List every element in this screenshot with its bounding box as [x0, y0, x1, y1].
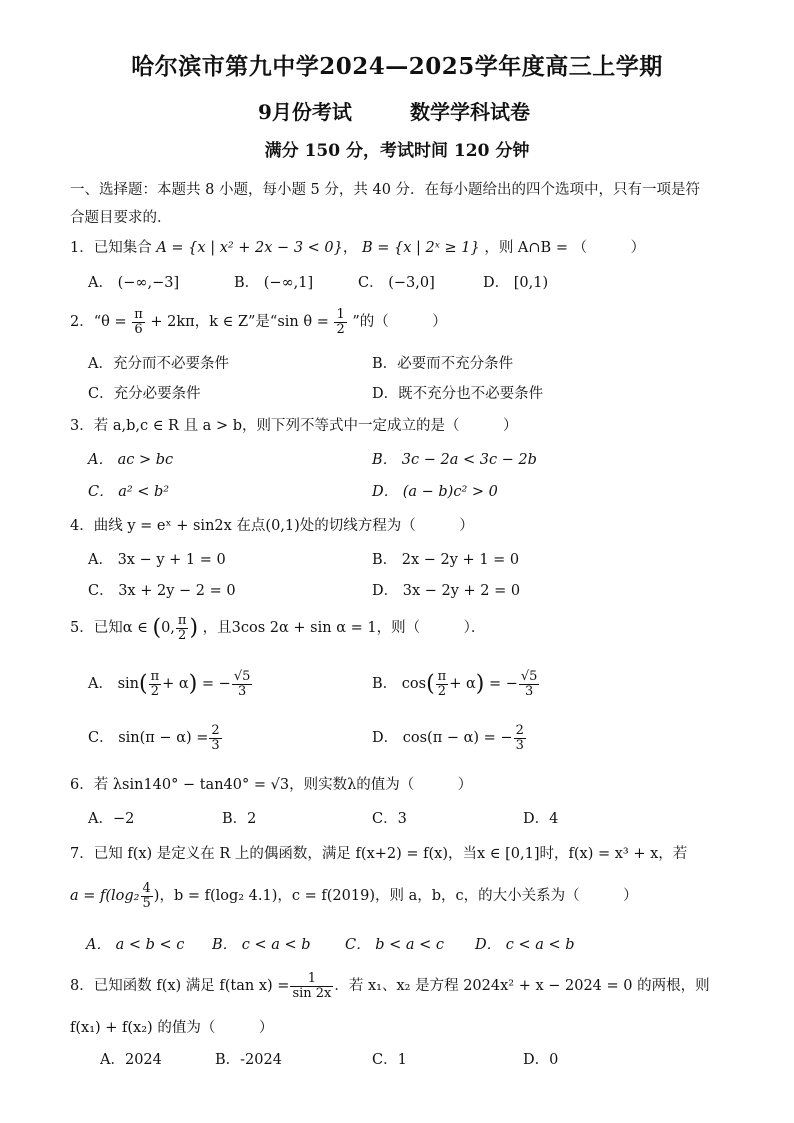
- q5-option-a: A． sin( $\frac{\pi}{2}$ + α) = − $\frac{√5}{3}$: [88, 669, 251, 699]
- exam-subject: 数学学科试卷: [410, 100, 530, 124]
- q7-fraction: $\frac{4}{5}$: [142, 881, 151, 911]
- q2-option-b: B．必要而不充分条件: [372, 356, 514, 372]
- q2-option-c: C．充分必要条件: [88, 386, 201, 402]
- q1-option-b: B． (−∞,1]: [234, 275, 314, 291]
- q2-option-d: D．既不充分也不必要条件: [372, 386, 544, 402]
- question-1-stem: 1．已知集合 A = {x | x² + 2x − 3 < 0}， B = {x | 2ˣ ≥ 1} ，则 A∩B = （ ）: [70, 240, 646, 256]
- q6-option-c: C．3: [372, 811, 407, 827]
- section-heading-line1: 一、选择题：本题共 8 小题，每小题 5 分，共 40 分．在每小题给出的四个选项中，只有一项是符: [70, 182, 701, 198]
- question-6-stem: 6．若 λsin140° − tan40° = √3，则实数λ的值为（ ）: [70, 777, 473, 793]
- q8-option-d: D．0: [523, 1052, 559, 1068]
- q6-option-b: B．2: [222, 811, 257, 827]
- exam-meta: 满分 150 分，考试时间 120 分钟: [264, 141, 530, 161]
- q8-option-b: B．-2024: [215, 1052, 282, 1068]
- q7-option-b: B． c < a < b: [212, 937, 311, 953]
- q1-set-a: A = {x | x² + 2x − 3 < 0}: [156, 240, 343, 256]
- q5-stem-a: 5．已知α ∈: [70, 620, 148, 637]
- q2-fraction-1: $\frac{\pi}{6}$: [134, 307, 143, 337]
- exam-title: 哈尔滨市第九中学2024—2025学年度高三上学期: [131, 53, 663, 80]
- question-8-line1: 8．已知函数 f(x) 满足 f(tan x) = $\frac{1}{\sin 2x}$ ．若 x₁、x₂ 是方程 2024x² + x − 2024 = 0 的两根，则: [70, 971, 710, 1001]
- q6-option-a: A．−2: [88, 811, 135, 827]
- question-7-line1: 7．已知 f(x) 是定义在 R 上的偶函数，满足 f(x+2) = f(x)，当x ∈ [0,1]时，f(x) = x³ + x，若: [70, 846, 688, 862]
- q8-fraction: $\frac{1}{\sin 2x}$: [292, 971, 332, 1001]
- exam-month: 9月份考试: [258, 100, 352, 124]
- q2-fraction-2: $\frac{1}{2}$: [336, 307, 345, 337]
- q3-option-b: B． 3c − 2a < 3c − 2b: [372, 452, 537, 468]
- q2-stem-c: ”的（ ）: [352, 314, 447, 331]
- question-2-stem: [70, 308, 447, 336]
- q1-set-b: B = {x | 2ˣ ≥ 1}: [361, 240, 480, 256]
- q2-stem-b: + 2kπ，k ∈ Z”是“sin θ =: [150, 314, 329, 331]
- q3-option-a: A． ac > bc: [88, 452, 174, 468]
- q2-option-a: A．充分而不必要条件: [88, 356, 229, 372]
- q1-stem-a: 1．已知集合: [70, 240, 152, 256]
- question-7-line2: a = f(log₂ $\frac{4}{5}$ )，b = f(log₂ 4.1)，c = f(2019)，则 a，b，c，的大小关系为（ ）: [70, 881, 638, 911]
- q7-option-c: C． b < a < c: [345, 937, 444, 953]
- q7-option-a: A． a < b < c: [86, 937, 185, 953]
- q8-option-c: C．1: [372, 1052, 407, 1068]
- question-8-line2: f(x₁) + f(x₂) 的值为（ ）: [70, 1020, 274, 1036]
- q3-option-c: C． a² < b²: [88, 484, 170, 500]
- q5-option-d: D． cos(π − α) = − $\frac{2}{3}$: [372, 723, 524, 753]
- q1-stem-b: ，则 A∩B = （ ）: [484, 240, 646, 256]
- q4-option-a: A． 3x − y + 1 = 0: [88, 552, 226, 568]
- q1-option-d: D． [0,1): [483, 275, 549, 291]
- q4-option-d: D． 3x − 2y + 2 = 0: [372, 583, 521, 599]
- q8-option-a: A．2024: [100, 1052, 162, 1068]
- q1-option-a: A． (−∞,−3]: [88, 275, 180, 291]
- q2-stem-a: 2．“θ =: [70, 314, 127, 331]
- q5-option-c: C． sin(π − α) = $\frac{2}{3}$: [88, 723, 220, 753]
- q5-option-b: B． cos( $\frac{\pi}{2}$ + α) = − $\frac{√5}{3}$: [372, 669, 538, 699]
- q6-option-d: D．4: [523, 811, 559, 827]
- q5-fraction: $\frac{\pi}{2}$: [177, 613, 187, 643]
- q3-option-d: D． (a − b)c² > 0: [372, 484, 498, 500]
- section-heading-line2: 合题目要求的．: [70, 210, 172, 226]
- q4-option-b: B． 2x − 2y + 1 = 0: [372, 552, 520, 568]
- q4-option-c: C． 3x + 2y − 2 = 0: [88, 583, 236, 599]
- question-4-stem: 4．曲线 y = eˣ + sin2x 在点(0,1)处的切线方程为（ ）: [70, 518, 474, 534]
- q1-option-c: C． (−3,0]: [358, 275, 435, 291]
- question-5-stem: 5．已知α ∈ (0, $\frac{\pi}{2}$ ) ，且3cos 2α + sin α = 1，则（ ）．: [70, 613, 486, 643]
- question-3-stem: 3．若 a,b,c ∈ R 且 a > b，则下列不等式中一定成立的是（ ）: [70, 418, 518, 434]
- q5-stem-b: ，且3cos 2α + sin α = 1，则（ ）．: [202, 620, 486, 637]
- q7-option-d: D． c < a < b: [475, 937, 575, 953]
